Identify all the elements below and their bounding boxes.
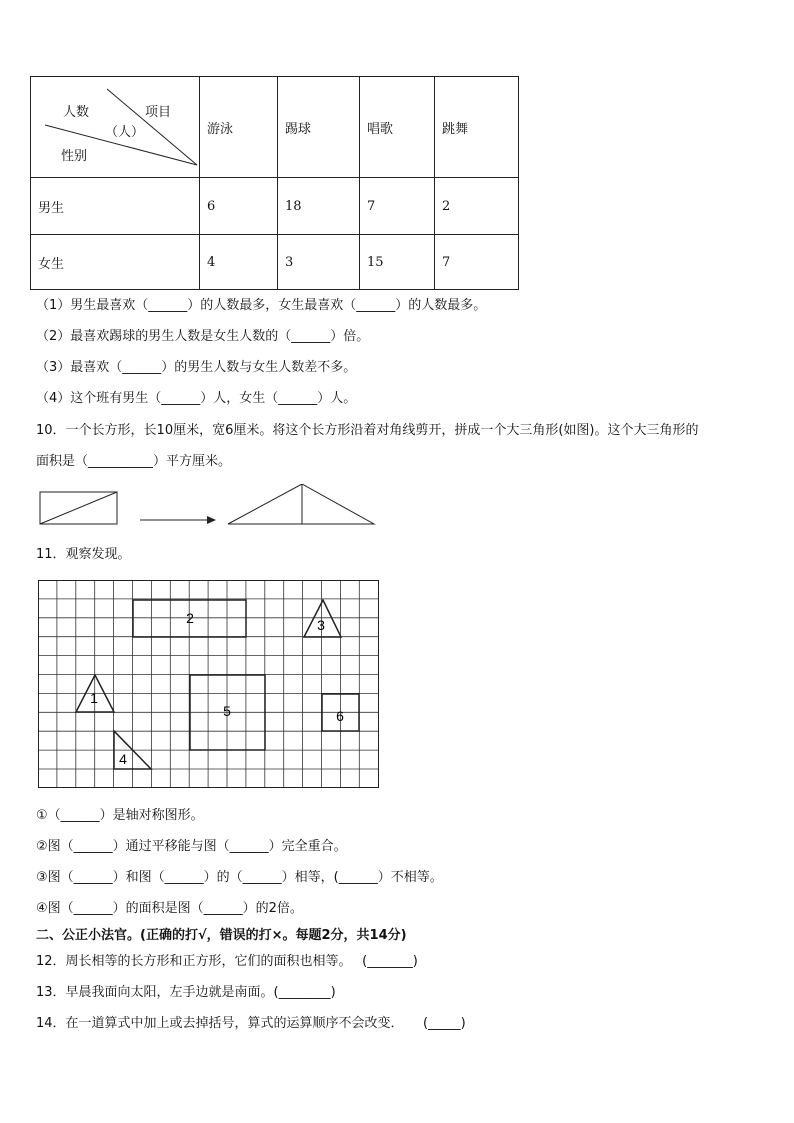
cell-value: 3 <box>278 235 360 290</box>
judgement-item-13: 13．早晨我面向太阳，左手边就是南面。(________) <box>36 985 336 1000</box>
shape-3-label: 3 <box>317 617 325 633</box>
shape-2-label: 2 <box>186 610 194 626</box>
cell-value: 7 <box>435 235 519 290</box>
corner-label-count: 人数 <box>63 105 90 120</box>
arrow-head <box>207 516 216 524</box>
table-corner-cell <box>31 77 200 178</box>
corner-label-gender: 性别 <box>61 149 88 164</box>
survey-table <box>30 76 519 290</box>
q10-text-line1: 10．一个长方形，长10厘米，宽6厘米。将这个长方形沿着对角线剪开，拼成一个大三角形(如图)。这个大三角形的 <box>36 423 699 438</box>
table-header-row <box>31 77 519 178</box>
shape-1-label: 1 <box>90 690 98 706</box>
section-2-title: 二、公正小法官。(正确的打√，错误的打×。每题2分，共14分) <box>36 928 407 943</box>
judgement-item-12: 12．周长相等的长方形和正方形，它们的面积也相等。 (_______) <box>36 954 418 969</box>
q11-question-2: ②图（______）通过平移能与图（______）完全重合。 <box>36 839 347 854</box>
corner-label-unit: （人） <box>105 125 145 140</box>
q11-grid-figure <box>38 580 382 790</box>
cell-value: 6 <box>200 178 278 235</box>
cell-value: 7 <box>360 178 435 235</box>
q11-question-3: ③图（______）和图（______）的（______）相等，(______）不相等。 <box>36 870 443 885</box>
row-label-girls: 女生 <box>31 235 200 290</box>
cell-value: 15 <box>360 235 435 290</box>
corner-label-item: 项目 <box>145 105 172 120</box>
q11-title: 11．观察发现。 <box>36 547 131 562</box>
table-question-2: （2）最喜欢踢球的男生人数是女生人数的（______）倍。 <box>36 329 370 344</box>
cell-value: 4 <box>200 235 278 290</box>
row-label-boys: 男生 <box>31 178 200 235</box>
rectangle-diagonal <box>40 492 117 524</box>
header-singing: 唱歌 <box>360 77 435 178</box>
q10-figure <box>36 484 381 526</box>
table-question-4: （4）这个班有男生（______）人，女生（______）人。 <box>36 391 357 406</box>
table-row-boys <box>31 178 519 235</box>
judgement-item-14: 14．在一道算式中加上或去掉括号，算式的运算顺序不会改变． (_____) <box>36 1016 466 1031</box>
table-question-1: （1）男生最喜欢（______）的人数最多，女生最喜欢（______）的人数最多。 <box>36 298 487 313</box>
q10-text-line2: 面积是（__________）平方厘米。 <box>36 454 232 469</box>
header-swimming: 游泳 <box>200 77 278 178</box>
grid-lines <box>38 580 378 787</box>
table-row-girls <box>31 235 519 290</box>
cell-value: 18 <box>278 178 360 235</box>
shape-6-label: 6 <box>336 708 344 724</box>
shape-4-label: 4 <box>119 751 127 767</box>
table-question-3: （3）最喜欢（______）的男生人数与女生人数差不多。 <box>36 360 357 375</box>
big-triangle-shape <box>228 484 374 524</box>
cell-value: 2 <box>435 178 519 235</box>
q11-question-4: ④图（______）的面积是图（______）的2倍。 <box>36 901 303 916</box>
header-football: 踢球 <box>278 77 360 178</box>
q11-question-1: ①（______）是轴对称图形。 <box>36 808 204 823</box>
header-dancing: 跳舞 <box>435 77 519 178</box>
shape-5-label: 5 <box>223 703 231 719</box>
